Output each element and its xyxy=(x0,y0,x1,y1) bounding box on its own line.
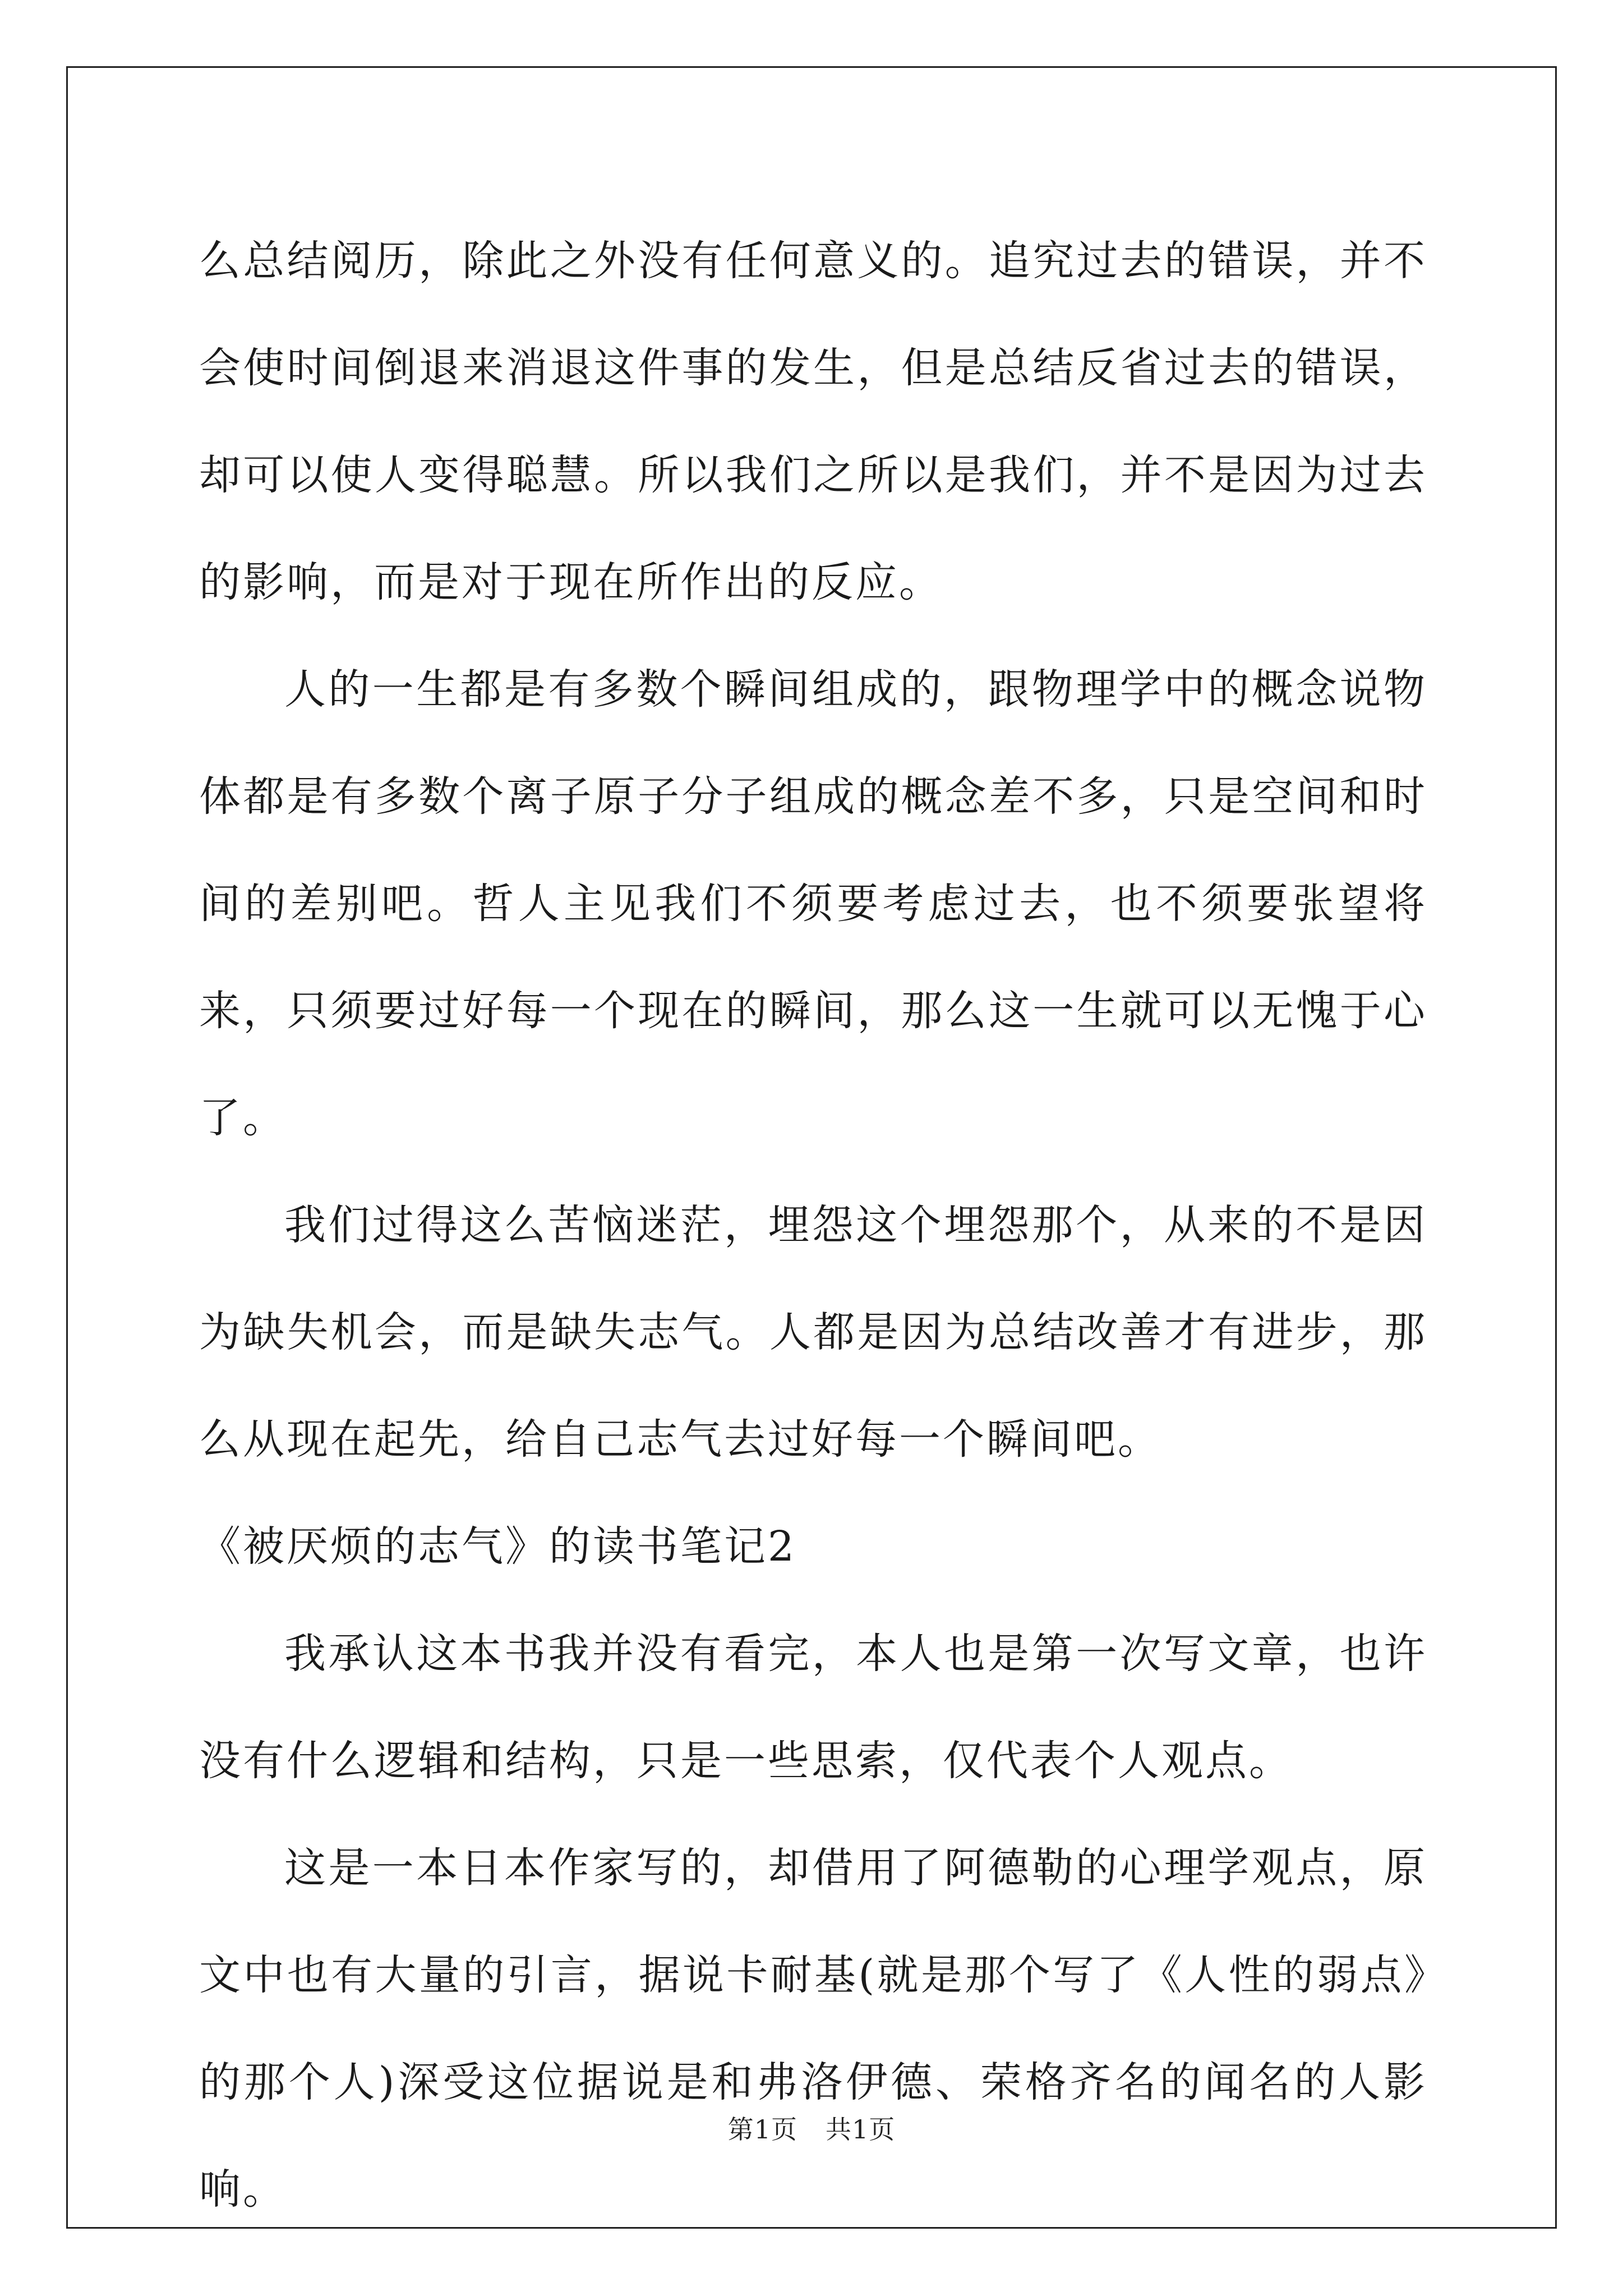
page-number: 第1页 xyxy=(727,2114,797,2145)
section-heading: 《被厌烦的志气》的读书笔记2 xyxy=(199,1522,797,1571)
paragraph: 这是一本日本作家写的，却借用了阿德勒的心理学观点，原文中也有大量的引言，据说卡耐基(就是那个写了《人性的弱点》的那个人)深受这位据说是和弗洛伊德、荣格齐名的闻名的人影响。 xyxy=(199,1844,1427,2214)
page-total: 共1页 xyxy=(826,2114,896,2145)
document-body xyxy=(199,208,1427,2243)
paragraph: 人的一生都是有多数个瞬间组成的，跟物理学中的概念说物体都是有多数个离子原子分子组成的概念差不多，只是空间和时间的差别吧。哲人主见我们不须要考虑过去，也不须要张望将来，只须要过好每一个现在的瞬间，那么这一生就可以无愧于心了。 xyxy=(199,665,1427,1142)
paragraph: 我们过得这么苦恼迷茫，埋怨这个埋怨那个，从来的不是因为缺失机会，而是缺失志气。人都是因为总结改善才有进步，那么从现在起先，给自己志气去过好每一个瞬间吧。 xyxy=(199,1201,1427,1464)
paragraph: 我承认这本书我并没有看完，本人也是第一次写文章，也许没有什么逻辑和结构，只是一些思索，仅代表个人观点。 xyxy=(199,1630,1427,1785)
paragraph: 么总结阅历，除此之外没有任何意义的。追究过去的错误，并不会使时间倒退来消退这件事的发生，但是总结反省过去的错误，却可以使人变得聪慧。所以我们之所以是我们，并不是因为过去的影响，而是对于现在所作出的反应。 xyxy=(199,237,1427,606)
page-footer xyxy=(0,2109,1623,2146)
